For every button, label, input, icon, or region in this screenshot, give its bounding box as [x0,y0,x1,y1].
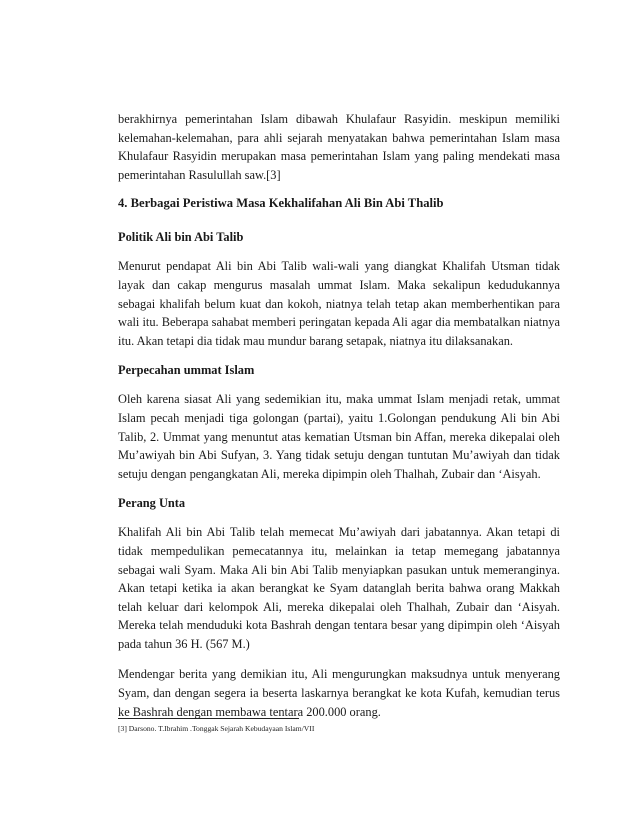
paragraph-perpecahan: Oleh karena siasat Ali yang sedemikian itu, maka ummat Islam menjadi retak, ummat Islam pecah menjadi tiga golongan (partai), yaitu 1.Golongan pendukung Ali bin Abi Talib, 2. Ummat yang menuntut atas kematian Utsman bin Affan, mereka dikepalai oleh Mu’awiyah bin Abi Sufyan, 3. Yang tidak setuju dengan tuntutan Mu’awiyah dan tidak setuju dengan pengangkatan Ali, mereka dipimpin oleh Thalhah, Zubair dan ‘Aisyah. [118,392,560,481]
heading-perpecahan: Perpecahan ummat Islam [118,363,255,378]
footnote: [3] Darsono. T.Ibrahim .Tonggak Sejarah Kebudayaan Islam/VII [118,724,315,733]
heading-politik: Politik Ali bin Abi Talib [118,230,244,245]
footnote-divider [118,718,299,719]
section-title: 4. Berbagai Peristiwa Masa Kekhalifahan Ali Bin Abi Thalib [118,196,444,211]
document-page [118,110,560,733]
paragraph-politik: Menurut pendapat Ali bin Abi Talib wali-wali yang diangkat Khalifah Utsman tidak layak dan cakap mengurus masalah ummat Islam. Maka sekalipun kedudukannya sebagai khalifah belum kuat dan kokoh, niatnya telah tetap akan memberhentikan para wali itu. Beberapa sahabat memberi peringatan kepada Ali agar dia membatalkan niatnya itu. Akan tetapi dia tidak mau mundur barang setapak, niatnya itu dilaksanakan. [118,259,560,348]
paragraph-perang-unta-2: Mendengar berita yang demikian itu, Ali mengurungkan maksudnya untuk menyerang Syam, dan dengan segera ia beserta laskarnya berangkat ke kota Kufah, kemudian terus ke Bashrah dengan membawa tentara 200.000 orang. [118,667,560,719]
paragraph-perang-unta-1: Khalifah Ali bin Abi Talib telah memecat Mu’awiyah dari jabatannya. Akan tetapi di tidak mempedulikan pemecatannya itu, melainkan ia tetap memegang jabatannya sebagai wali Syam. Maka Ali bin Abi Talib menyiapkan pasukan untuk memeranginya. Akan tetapi ketika ia akan berangkat ke Syam datanglah berita bahwa orang Makkah telah keluar dari kelompok Ali, mereka dikepalai oleh Thalhah, Zubair dan ‘Aisyah. Mereka telah menduduki kota Bashrah dengan tentara besar yang dipimpin oleh ‘Aisyah pada tahun 36 H. (567 M.) [118,525,560,651]
heading-perang-unta: Perang Unta [118,496,186,511]
intro-paragraph: berakhirnya pemerintahan Islam dibawah Khulafaur Rasyidin. meskipun memiliki kelemahan-kelemahan, para ahli sejarah menyatakan bahwa pemerintahan Islam masa Khulafaur Rasyidin merupakan masa pemerintahan Islam yang paling mendekati masa pemerintahan Rasulullah saw.[3] [118,112,560,182]
